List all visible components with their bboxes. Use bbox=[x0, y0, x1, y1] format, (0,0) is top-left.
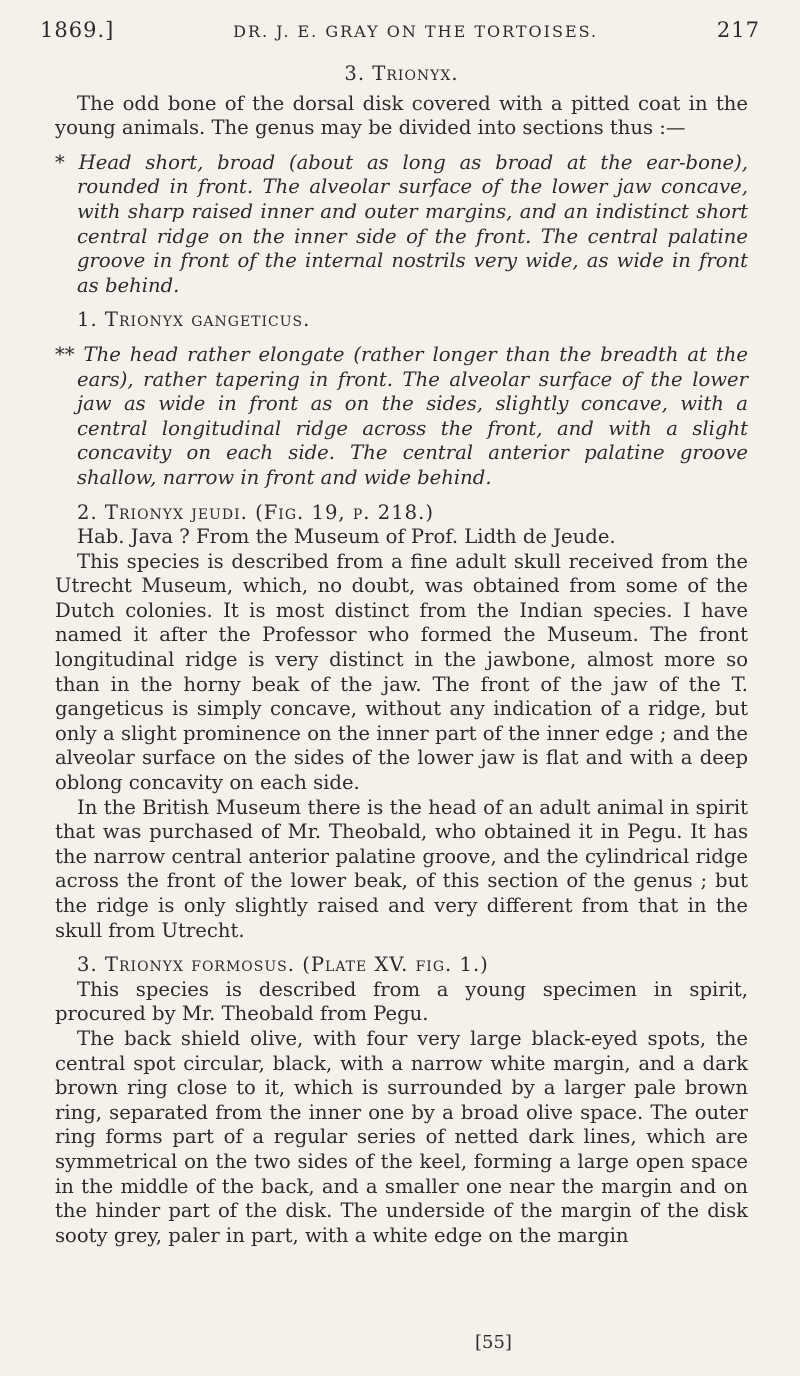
species3-heading: 3. Trionyx formosus. (Plate XV. fig. 1.) bbox=[77, 953, 489, 977]
intro-paragraph: The odd bone of the dorsal disk covered with a pitted coat in the young animals. The genus may be divided into sections thus :— bbox=[55, 91, 748, 140]
species2-heading: 2. Trionyx jeudi. (Fig. 19, p. 218.) bbox=[77, 500, 435, 524]
species1-heading: 1. Trionyx gangeticus. bbox=[77, 308, 311, 332]
header-page-number: 217 bbox=[716, 18, 760, 42]
header-year: 1869.] bbox=[40, 18, 115, 42]
section1-key: * Head short, broad (about as long as broad at the ear-bone), rounded in front. The alveolar surface of the lower jaw concave, with sharp raised inner and outer margins, and an indistinct short central ridge on the inner side of the front. The central palatine groove in front of the internal nostrils very wide, as wide in front as behind. bbox=[55, 150, 748, 297]
section-heading: 3. Trionyx. bbox=[344, 62, 459, 85]
species2-paragraph-1: This species is described from a fine adult skull received from the Utrecht Museum, which, no doubt, was obtained from some of the Dutch colonies. It is most distinct from the Indian species. I have named it after the Professor who formed the Museum. The front longitudinal ridge is very distinct in the jawbone, almost more so than in the horny beak of the jaw. The front of the jaw of the T. gangeticus is simply concave, without any indication of a ridge, but only a slight prominence on the inner part of the inner edge ; and the alveolar surface on the sides of the lower jaw is flat and with a deep oblong concavity on each side. bbox=[55, 549, 748, 795]
species2-habitat: Hab. Java ? From the Museum of Prof. Lidth de Jeude. bbox=[77, 525, 616, 549]
section2-key: ** The head rather elongate (rather longer than the breadth at the ears), rather tapering in front. The alveolar surface of the lower jaw as wide in front as on the sides, slightly concave, with a central longitudinal ridge across the front, and with a slight concavity on each side. The central anterior palatine groove shallow, narrow in front and wide behind. bbox=[55, 342, 748, 489]
body-text bbox=[55, 62, 748, 1248]
species3-paragraph-2: The back shield olive, with four very large black-eyed spots, the central spot circular, black, with a narrow white margin, and a dark brown ring close to it, which is surrounded by a larger pale brown ring, separated from the inner one by a broad olive space. The outer ring forms part of a regular series of netted dark lines, which are symmetrical on the two sides of the keel, forming a large open space in the middle of the back, and a smaller one near the margin and on the hinder part of the disk. The underside of the margin of the disk sooty grey, paler in part, with a white edge on the margin bbox=[55, 1026, 748, 1247]
footer-reference: [55] bbox=[475, 1332, 512, 1353]
running-head bbox=[40, 18, 760, 48]
header-title: DR. J. E. GRAY ON THE TORTOISES. bbox=[233, 22, 599, 41]
species2-paragraph-2: In the British Museum there is the head of an adult animal in spirit that was purchased of Mr. Theobald, who obtained it in Pegu. It has the narrow central anterior palatine groove, and the cylindrical ridge across the front of the lower beak, of this section of the genus ; but the ridge is only slightly raised and very different from that in the skull from Utrecht. bbox=[55, 795, 748, 942]
species3-paragraph-1: This species is described from a young specimen in spirit, procured by Mr. Theobald from Pegu. bbox=[55, 977, 748, 1026]
